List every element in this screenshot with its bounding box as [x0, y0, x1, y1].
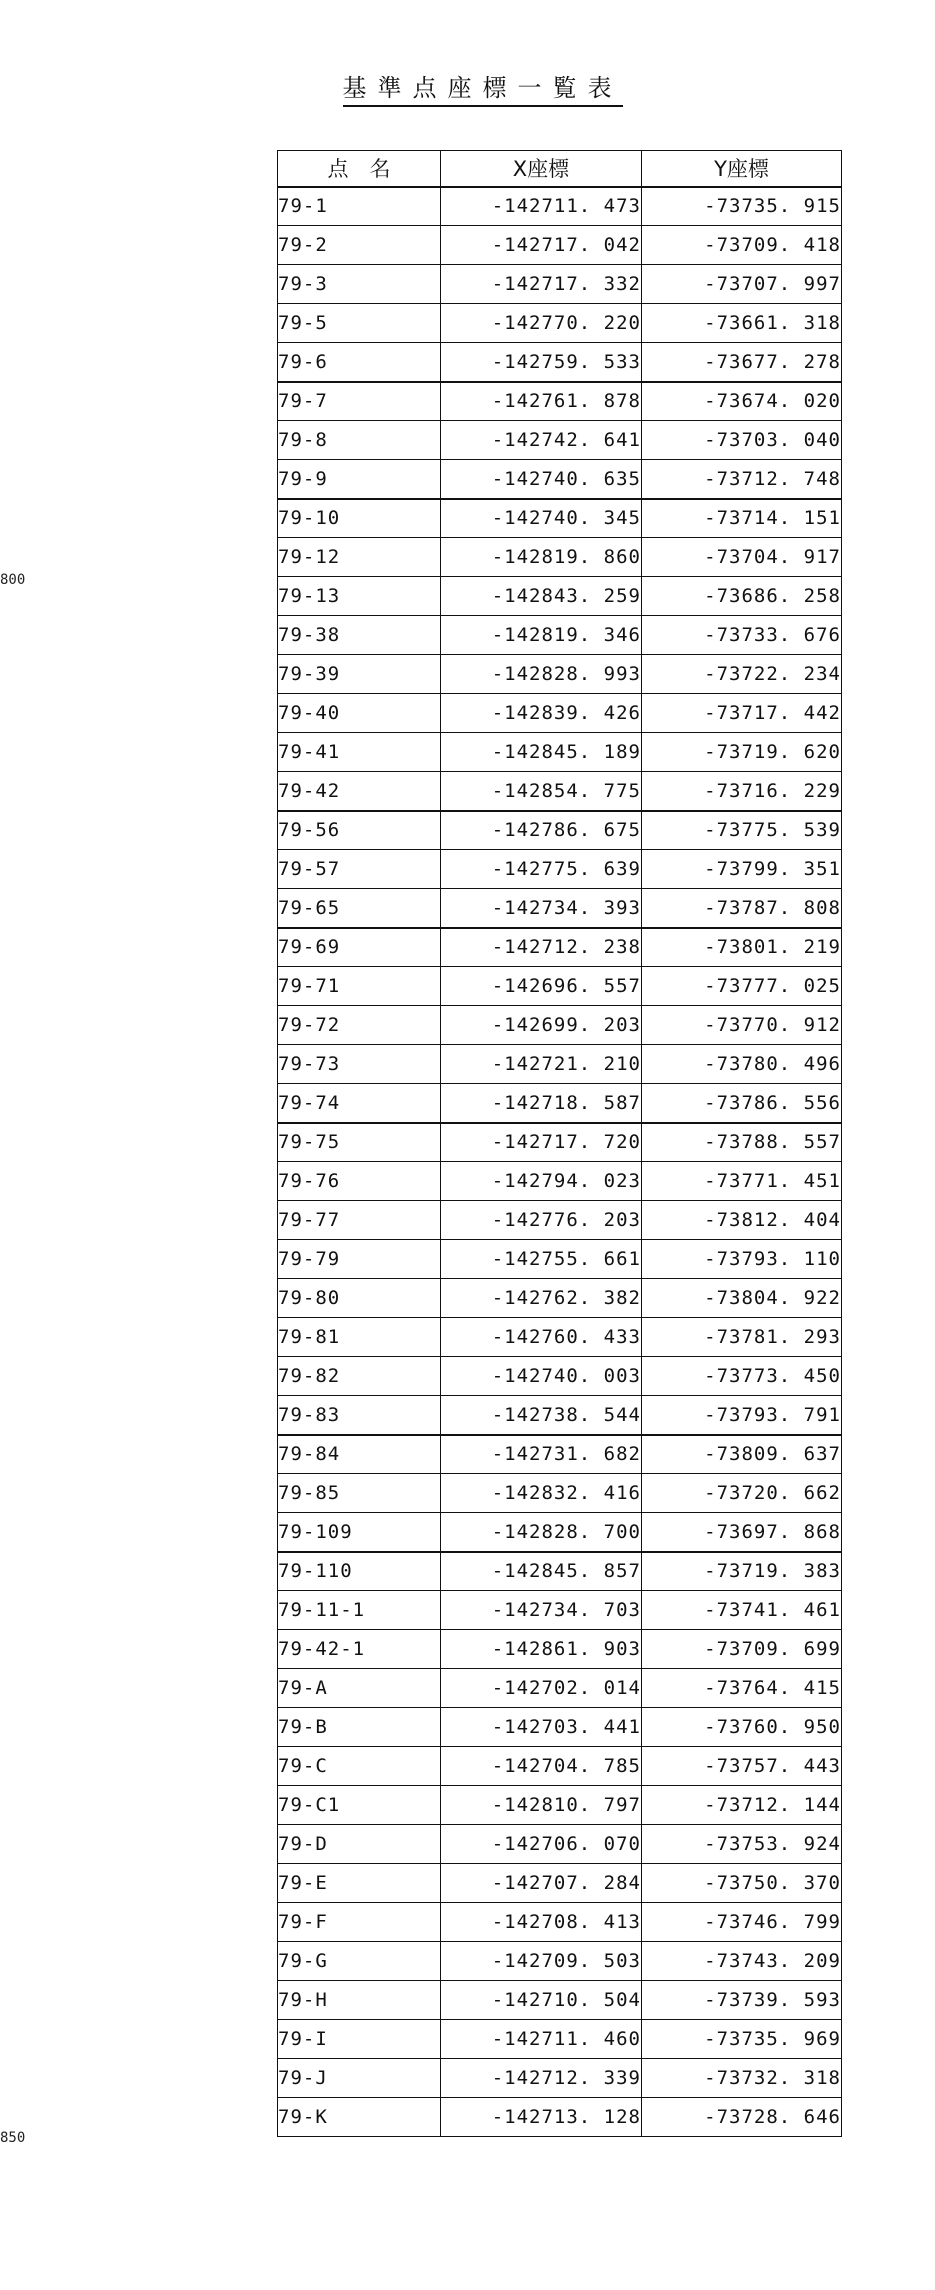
- x-coordinate-cell: -142740. 635: [441, 460, 642, 499]
- point-name-cell: 79-C: [278, 1747, 441, 1786]
- table-header-row: [278, 151, 842, 187]
- y-coordinate-cell: -73777. 025: [642, 967, 842, 1006]
- x-coordinate-cell: -142742. 641: [441, 421, 642, 460]
- x-coordinate-cell: -142832. 416: [441, 1474, 642, 1513]
- x-coordinate-cell: -142828. 993: [441, 655, 642, 694]
- table-row: [278, 1981, 842, 2020]
- y-coordinate-cell: -73709. 699: [642, 1630, 842, 1669]
- point-name-cell: 79-65: [278, 889, 441, 928]
- table-row: [278, 694, 842, 733]
- point-name-cell: 79-8: [278, 421, 441, 460]
- y-coordinate-cell: -73733. 676: [642, 616, 842, 655]
- y-coordinate-cell: -73697. 868: [642, 1513, 842, 1552]
- point-name-cell: 79-F: [278, 1903, 441, 1942]
- table-row: [278, 1591, 842, 1630]
- table-row: [278, 1279, 842, 1318]
- point-name-cell: 79-9: [278, 460, 441, 499]
- x-coordinate-cell: -142721. 210: [441, 1045, 642, 1084]
- x-coordinate-cell: -142710. 504: [441, 1981, 642, 2020]
- point-name-cell: 79-38: [278, 616, 441, 655]
- y-coordinate-cell: -73709. 418: [642, 226, 842, 265]
- table-row: [278, 1942, 842, 1981]
- point-name-cell: 79-13: [278, 577, 441, 616]
- table-row: [278, 1552, 842, 1591]
- header-y-coordinate: Y座標: [642, 151, 842, 187]
- table-row: [278, 1903, 842, 1942]
- page-title: [0, 68, 935, 103]
- point-name-cell: 79-K: [278, 2098, 441, 2137]
- x-coordinate-cell: -142734. 703: [441, 1591, 642, 1630]
- y-coordinate-cell: -73780. 496: [642, 1045, 842, 1084]
- margin-mark-800: 800: [0, 572, 26, 588]
- x-coordinate-cell: -142717. 332: [441, 265, 642, 304]
- x-coordinate-cell: -142775. 639: [441, 850, 642, 889]
- point-name-cell: 79-6: [278, 343, 441, 382]
- table-row: [278, 1747, 842, 1786]
- point-name-cell: 79-5: [278, 304, 441, 343]
- point-name-cell: 79-42: [278, 772, 441, 811]
- point-name-cell: 79-J: [278, 2059, 441, 2098]
- y-coordinate-cell: -73809. 637: [642, 1435, 842, 1474]
- point-name-cell: 79-79: [278, 1240, 441, 1279]
- table-row: [278, 1201, 842, 1240]
- x-coordinate-cell: -142703. 441: [441, 1708, 642, 1747]
- x-coordinate-cell: -142762. 382: [441, 1279, 642, 1318]
- point-name-cell: 79-56: [278, 811, 441, 850]
- point-name-cell: 79-H: [278, 1981, 441, 2020]
- table-body: [278, 187, 842, 2137]
- point-name-cell: 79-77: [278, 1201, 441, 1240]
- x-coordinate-cell: -142699. 203: [441, 1006, 642, 1045]
- x-coordinate-cell: -142712. 238: [441, 928, 642, 967]
- x-coordinate-cell: -142706. 070: [441, 1825, 642, 1864]
- point-name-cell: 79-3: [278, 265, 441, 304]
- y-coordinate-cell: -73793. 791: [642, 1396, 842, 1435]
- table-row: [278, 850, 842, 889]
- table-row: [278, 889, 842, 928]
- x-coordinate-cell: -142708. 413: [441, 1903, 642, 1942]
- table-row: [278, 577, 842, 616]
- x-coordinate-cell: -142861. 903: [441, 1630, 642, 1669]
- point-name-cell: 79-69: [278, 928, 441, 967]
- point-name-cell: 79-G: [278, 1942, 441, 1981]
- table-row: [278, 382, 842, 421]
- point-name-cell: 79-109: [278, 1513, 441, 1552]
- table-row: [278, 1123, 842, 1162]
- x-coordinate-cell: -142770. 220: [441, 304, 642, 343]
- table-row: [278, 343, 842, 382]
- point-name-cell: 79-E: [278, 1864, 441, 1903]
- y-coordinate-cell: -73804. 922: [642, 1279, 842, 1318]
- y-coordinate-cell: -73703. 040: [642, 421, 842, 460]
- point-name-cell: 79-57: [278, 850, 441, 889]
- point-name-cell: 79-71: [278, 967, 441, 1006]
- point-name-cell: 79-82: [278, 1357, 441, 1396]
- y-coordinate-cell: -73741. 461: [642, 1591, 842, 1630]
- x-coordinate-cell: -142704. 785: [441, 1747, 642, 1786]
- table-row: [278, 2020, 842, 2059]
- point-name-cell: 79-85: [278, 1474, 441, 1513]
- point-name-cell: 79-75: [278, 1123, 441, 1162]
- y-coordinate-cell: -73787. 808: [642, 889, 842, 928]
- table-row: [278, 1669, 842, 1708]
- table-row: [278, 1240, 842, 1279]
- point-name-cell: 79-C1: [278, 1786, 441, 1825]
- y-coordinate-cell: -73743. 209: [642, 1942, 842, 1981]
- table-row: [278, 304, 842, 343]
- y-coordinate-cell: -73720. 662: [642, 1474, 842, 1513]
- y-coordinate-cell: -73801. 219: [642, 928, 842, 967]
- page-title-text: 基準点座標一覧表: [343, 74, 623, 107]
- point-name-cell: 79-1: [278, 187, 441, 226]
- point-name-cell: 79-2: [278, 226, 441, 265]
- y-coordinate-cell: -73722. 234: [642, 655, 842, 694]
- y-coordinate-cell: -73812. 404: [642, 1201, 842, 1240]
- y-coordinate-cell: -73786. 556: [642, 1084, 842, 1123]
- point-name-cell: 79-D: [278, 1825, 441, 1864]
- y-coordinate-cell: -73770. 912: [642, 1006, 842, 1045]
- x-coordinate-cell: -142854. 775: [441, 772, 642, 811]
- x-coordinate-cell: -142761. 878: [441, 382, 642, 421]
- x-coordinate-cell: -142759. 533: [441, 343, 642, 382]
- header-point-name: 点 名: [278, 151, 441, 187]
- point-name-cell: 79-81: [278, 1318, 441, 1357]
- x-coordinate-cell: -142702. 014: [441, 1669, 642, 1708]
- point-name-cell: 79-83: [278, 1396, 441, 1435]
- x-coordinate-cell: -142786. 675: [441, 811, 642, 850]
- table-row: [278, 1045, 842, 1084]
- x-coordinate-cell: -142794. 023: [441, 1162, 642, 1201]
- y-coordinate-cell: -73750. 370: [642, 1864, 842, 1903]
- point-name-cell: 79-7: [278, 382, 441, 421]
- x-coordinate-cell: -142755. 661: [441, 1240, 642, 1279]
- table-row: [278, 1864, 842, 1903]
- x-coordinate-cell: -142718. 587: [441, 1084, 642, 1123]
- x-coordinate-cell: -142717. 720: [441, 1123, 642, 1162]
- table-row: [278, 460, 842, 499]
- y-coordinate-cell: -73707. 997: [642, 265, 842, 304]
- table-row: [278, 967, 842, 1006]
- y-coordinate-cell: -73799. 351: [642, 850, 842, 889]
- table-row: [278, 1357, 842, 1396]
- table-row: [278, 2059, 842, 2098]
- x-coordinate-cell: -142734. 393: [441, 889, 642, 928]
- x-coordinate-cell: -142810. 797: [441, 1786, 642, 1825]
- x-coordinate-cell: -142843. 259: [441, 577, 642, 616]
- table-row: [278, 1318, 842, 1357]
- point-name-cell: 79-41: [278, 733, 441, 772]
- y-coordinate-cell: -73661. 318: [642, 304, 842, 343]
- table-row: [278, 928, 842, 967]
- table-row: [278, 1630, 842, 1669]
- point-name-cell: 79-39: [278, 655, 441, 694]
- y-coordinate-cell: -73712. 748: [642, 460, 842, 499]
- x-coordinate-cell: -142717. 042: [441, 226, 642, 265]
- table-row: [278, 733, 842, 772]
- x-coordinate-cell: -142819. 346: [441, 616, 642, 655]
- y-coordinate-cell: -73771. 451: [642, 1162, 842, 1201]
- table-row: [278, 1513, 842, 1552]
- table-row: [278, 1474, 842, 1513]
- point-name-cell: 79-12: [278, 538, 441, 577]
- point-name-cell: 79-40: [278, 694, 441, 733]
- point-name-cell: 79-10: [278, 499, 441, 538]
- table-row: [278, 811, 842, 850]
- x-coordinate-cell: -142696. 557: [441, 967, 642, 1006]
- table-row: [278, 2098, 842, 2137]
- x-coordinate-cell: -142776. 203: [441, 1201, 642, 1240]
- y-coordinate-cell: -73674. 020: [642, 382, 842, 421]
- y-coordinate-cell: -73704. 917: [642, 538, 842, 577]
- y-coordinate-cell: -73717. 442: [642, 694, 842, 733]
- point-name-cell: 79-I: [278, 2020, 441, 2059]
- y-coordinate-cell: -73773. 450: [642, 1357, 842, 1396]
- table-row: [278, 1084, 842, 1123]
- point-name-cell: 79-11-1: [278, 1591, 441, 1630]
- table-row: [278, 226, 842, 265]
- y-coordinate-cell: -73764. 415: [642, 1669, 842, 1708]
- point-name-cell: 79-42-1: [278, 1630, 441, 1669]
- y-coordinate-cell: -73714. 151: [642, 499, 842, 538]
- header-x-coordinate: X座標: [441, 151, 642, 187]
- point-name-cell: 79-76: [278, 1162, 441, 1201]
- table-row: [278, 1786, 842, 1825]
- y-coordinate-cell: -73716. 229: [642, 772, 842, 811]
- x-coordinate-cell: -142845. 857: [441, 1552, 642, 1591]
- y-coordinate-cell: -73775. 539: [642, 811, 842, 850]
- point-name-cell: 79-74: [278, 1084, 441, 1123]
- margin-mark-850: 850: [0, 2130, 26, 2146]
- x-coordinate-cell: -142760. 433: [441, 1318, 642, 1357]
- table-row: [278, 499, 842, 538]
- x-coordinate-cell: -142712. 339: [441, 2059, 642, 2098]
- table-row: [278, 1396, 842, 1435]
- table-row: [278, 616, 842, 655]
- table-row: [278, 1708, 842, 1747]
- table-row: [278, 1006, 842, 1045]
- y-coordinate-cell: -73788. 557: [642, 1123, 842, 1162]
- point-name-cell: 79-110: [278, 1552, 441, 1591]
- x-coordinate-cell: -142731. 682: [441, 1435, 642, 1474]
- x-coordinate-cell: -142711. 460: [441, 2020, 642, 2059]
- x-coordinate-cell: -142828. 700: [441, 1513, 642, 1552]
- y-coordinate-cell: -73728. 646: [642, 2098, 842, 2137]
- y-coordinate-cell: -73719. 620: [642, 733, 842, 772]
- point-name-cell: 79-80: [278, 1279, 441, 1318]
- y-coordinate-cell: -73735. 969: [642, 2020, 842, 2059]
- x-coordinate-cell: -142740. 003: [441, 1357, 642, 1396]
- y-coordinate-cell: -73781. 293: [642, 1318, 842, 1357]
- y-coordinate-cell: -73719. 383: [642, 1552, 842, 1591]
- table-row: [278, 265, 842, 304]
- x-coordinate-cell: -142709. 503: [441, 1942, 642, 1981]
- table-row: [278, 1825, 842, 1864]
- point-name-cell: 79-84: [278, 1435, 441, 1474]
- y-coordinate-cell: -73757. 443: [642, 1747, 842, 1786]
- point-name-cell: 79-72: [278, 1006, 441, 1045]
- y-coordinate-cell: -73760. 950: [642, 1708, 842, 1747]
- y-coordinate-cell: -73753. 924: [642, 1825, 842, 1864]
- table-row: [278, 187, 842, 226]
- x-coordinate-cell: -142845. 189: [441, 733, 642, 772]
- table-row: [278, 421, 842, 460]
- table-row: [278, 1162, 842, 1201]
- x-coordinate-cell: -142707. 284: [441, 1864, 642, 1903]
- coordinate-table: [277, 150, 842, 2137]
- table-row: [278, 538, 842, 577]
- x-coordinate-cell: -142740. 345: [441, 499, 642, 538]
- x-coordinate-cell: -142819. 860: [441, 538, 642, 577]
- x-coordinate-cell: -142839. 426: [441, 694, 642, 733]
- y-coordinate-cell: -73735. 915: [642, 187, 842, 226]
- y-coordinate-cell: -73686. 258: [642, 577, 842, 616]
- y-coordinate-cell: -73677. 278: [642, 343, 842, 382]
- x-coordinate-cell: -142738. 544: [441, 1396, 642, 1435]
- table-row: [278, 655, 842, 694]
- point-name-cell: 79-B: [278, 1708, 441, 1747]
- y-coordinate-cell: -73793. 110: [642, 1240, 842, 1279]
- y-coordinate-cell: -73739. 593: [642, 1981, 842, 2020]
- x-coordinate-cell: -142713. 128: [441, 2098, 642, 2137]
- y-coordinate-cell: -73732. 318: [642, 2059, 842, 2098]
- y-coordinate-cell: -73712. 144: [642, 1786, 842, 1825]
- point-name-cell: 79-A: [278, 1669, 441, 1708]
- point-name-cell: 79-73: [278, 1045, 441, 1084]
- table-row: [278, 772, 842, 811]
- x-coordinate-cell: -142711. 473: [441, 187, 642, 226]
- y-coordinate-cell: -73746. 799: [642, 1903, 842, 1942]
- table-row: [278, 1435, 842, 1474]
